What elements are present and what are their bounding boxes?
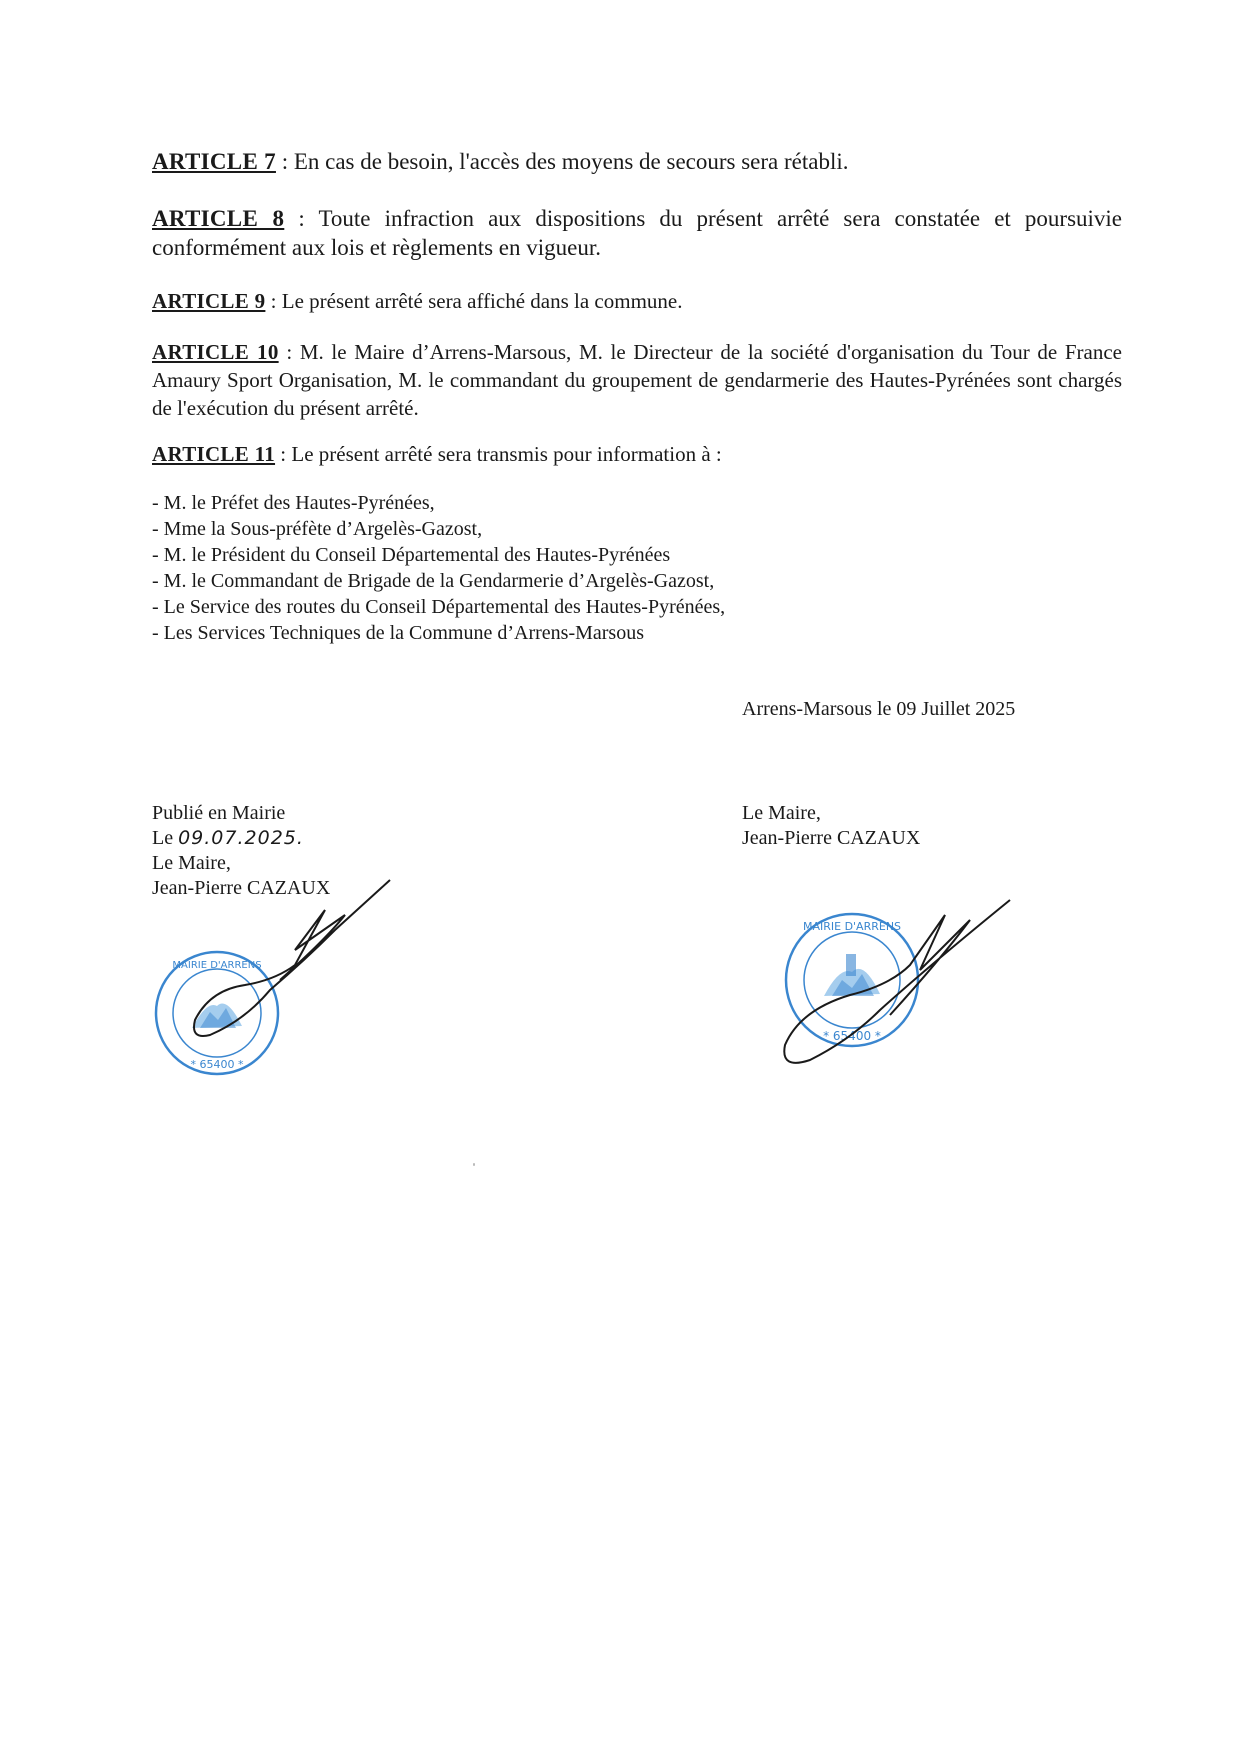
article-heading: ARTICLE 9 (152, 289, 266, 313)
signatory-title: Le Maire, (742, 802, 821, 824)
signatory-name: Jean-Pierre CAZAUX (742, 827, 921, 849)
article-separator: : (265, 289, 282, 313)
place-and-date: Arrens-Marsous le 09 Juillet 2025 (742, 698, 1016, 720)
recipient-item: - M. le Préfet des Hautes-Pyrénées, (152, 492, 435, 514)
article-heading: ARTICLE 8 (152, 206, 285, 231)
svg-text:MAIRIE D'ARRENS: MAIRIE D'ARRENS (802, 920, 902, 933)
article-heading: ARTICLE 11 (152, 442, 276, 466)
stamp-icon (782, 910, 922, 1050)
article-text: En cas de besoin, l'accès des moyens de secours sera rétabli. (293, 149, 849, 174)
mayor-title: Le Maire, (152, 852, 231, 874)
recipient-item: - Mme la Sous-préfète d’Argelès-Gazost, (152, 518, 483, 540)
article-11 (152, 440, 1122, 468)
le-label: Le (152, 827, 174, 849)
article-text: Le présent arrêté sera affiché dans la commune. (281, 289, 683, 313)
article-7 (152, 147, 1122, 176)
mairie-stamp-left (152, 948, 282, 1078)
article-heading: ARTICLE 10 (152, 340, 279, 364)
mayor-name: Jean-Pierre CAZAUX (152, 877, 331, 899)
article-9 (152, 287, 1122, 315)
publication-label: Publié en Mairie (152, 802, 286, 824)
article-separator: : (275, 149, 294, 174)
svg-text:* 65400 *: * 65400 * (190, 1058, 244, 1071)
article-separator: : (275, 442, 292, 466)
handwritten-date: 09.07.2025. (178, 827, 304, 849)
article-10 (152, 338, 1122, 422)
mairie-stamp-right (782, 910, 922, 1050)
stamp-icon (152, 948, 282, 1078)
signatory-block (742, 801, 920, 851)
svg-text:* 65400 *: * 65400 * (823, 1029, 881, 1043)
article-text: Le présent arrêté sera transmis pour information à : (291, 442, 722, 466)
publication-block (152, 801, 330, 901)
publication-date-line (152, 826, 330, 851)
article-8 (152, 204, 1122, 262)
recipient-item: - Le Service des routes du Conseil Départemental des Hautes-Pyrénées, (152, 596, 726, 618)
article-text: Toute infraction aux dispositions du présent arrêté sera constatée et poursuivie conformément aux lois et règlements en vigueur. (152, 206, 1123, 260)
recipient-item: - M. le Président du Conseil Départemental des Hautes-Pyrénées (152, 544, 671, 566)
recipient-item: - Les Services Techniques de la Commune d’Arrens-Marsous (152, 622, 644, 644)
recipient-item: - M. le Commandant de Brigade de la Gendarmerie d’Argelès-Gazost, (152, 570, 715, 592)
article-separator: : (278, 340, 300, 364)
scan-speck (473, 1163, 475, 1166)
article-text: M. le Maire d’Arrens-Marsous, M. le Directeur de la société d'organisation du Tour de France Amaury Sport Organisation, M. le commandant du groupement de gendarmerie des Hautes-Pyrénées sont chargés de l'exécution du présent arrêté. (152, 340, 1123, 420)
svg-text:MAIRIE D'ARRENS: MAIRIE D'ARRENS (172, 960, 262, 971)
recipient-list (152, 490, 952, 646)
article-separator: : (284, 206, 319, 231)
article-heading: ARTICLE 7 (152, 149, 276, 174)
